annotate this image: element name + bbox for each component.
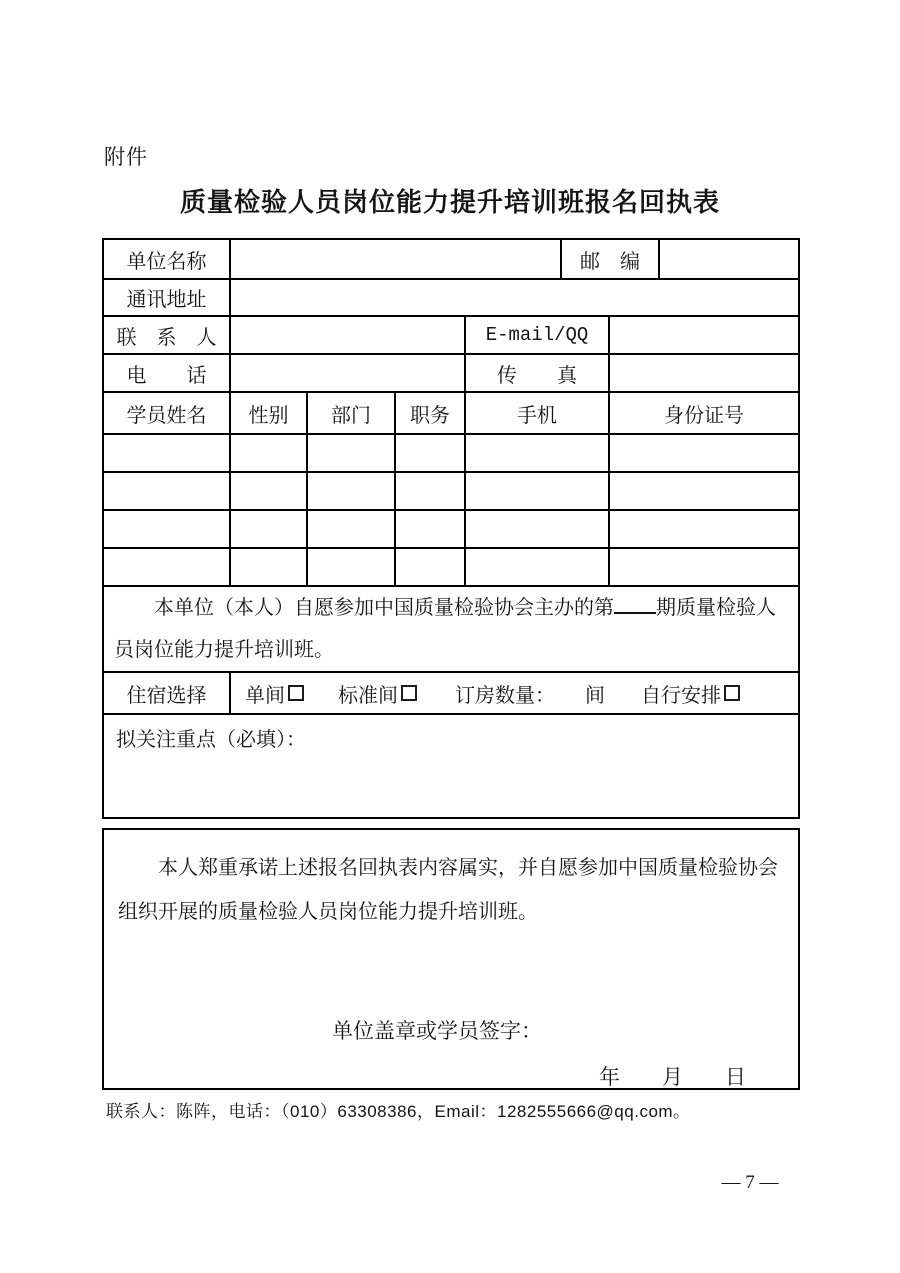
student-cell[interactable] [464,549,608,585]
unit-name-label: 单位名称 [126,250,207,273]
session-number-blank[interactable] [614,608,656,614]
student-cell[interactable] [608,511,798,547]
standard-room-label: 标准间 [338,684,398,707]
address-input[interactable] [229,280,798,315]
pledge-row [104,585,798,671]
student-col-mobile: 手机 [464,393,608,433]
student-col-department: 部门 [306,393,394,433]
self-arrange-label: 自行安排 [641,684,721,707]
student-row [104,471,798,509]
contact-input[interactable] [229,317,464,353]
student-cell[interactable] [464,473,608,509]
student-cell[interactable] [306,473,394,509]
room-quantity-unit: 间 [585,684,605,707]
signature-label: 单位盖章或学员签字： [332,1020,542,1043]
student-row [104,509,798,547]
phone-label: 电 话 [126,364,207,387]
zip-input[interactable] [658,240,798,278]
student-cell[interactable] [608,435,798,471]
self-arrange-option [641,679,740,708]
checkbox-standard-room[interactable] [401,685,417,701]
student-cell[interactable] [229,511,306,547]
focus-input-area[interactable] [104,715,798,817]
declaration-text: 本人郑重承诺上述报名回执表内容属实，并自愿参加中国质量检验协会组织开展的质量检验人员岗位能力提升培训班。 [118,857,778,923]
checkbox-self-arrange[interactable] [724,685,740,701]
pledge-text-before: 本单位（本人）自愿参加中国质量检验协会主办的第 [154,597,614,619]
student-cell[interactable] [394,435,464,471]
single-room-option [245,679,304,708]
student-row [104,433,798,471]
student-col-position: 职务 [394,393,464,433]
row-phone [104,353,798,391]
student-cell[interactable] [464,435,608,471]
row-unit-name [104,240,798,278]
student-cell[interactable] [229,549,306,585]
standard-room-option [338,679,417,708]
student-cell[interactable] [104,435,229,471]
student-col-gender: 性别 [229,393,306,433]
accommodation-row [104,671,798,713]
contact-label: 联 系 人 [116,326,217,349]
phone-input[interactable] [229,355,464,391]
student-row [104,547,798,585]
email-input[interactable] [608,317,798,353]
student-header-row [104,391,798,433]
email-label: E-mail/QQ [464,317,608,353]
pledge-text-after: 期质量检验人员岗位能力提升培训班。 [114,597,776,661]
student-cell[interactable] [104,473,229,509]
registration-form-table [102,238,800,819]
accommodation-label: 住宿选择 [126,684,207,707]
student-cell[interactable] [394,473,464,509]
student-cell[interactable] [608,549,798,585]
attachment-label: 附件 [104,146,148,169]
student-col-name: 学员姓名 [126,404,207,427]
unit-name-input[interactable] [229,240,560,278]
student-cell[interactable] [306,435,394,471]
document-title: 质量检验人员岗位能力提升培训班报名回执表 [179,187,720,217]
fax-input[interactable] [608,355,798,391]
student-cell[interactable] [229,435,306,471]
student-col-id-number: 身份证号 [608,393,798,433]
student-cell[interactable] [394,549,464,585]
address-label: 通讯地址 [126,289,207,311]
room-quantity-label: 订房数量： [455,684,555,707]
student-cell[interactable] [104,511,229,547]
focus-row [104,713,798,817]
accommodation-options [229,673,798,713]
student-cell[interactable] [104,549,229,585]
student-cell[interactable] [608,473,798,509]
row-address [104,278,798,315]
pledge-cell [104,587,798,671]
page-number: — 7 — [721,1172,779,1193]
row-contact [104,315,798,353]
date-line: 年 月 日 [599,1066,746,1089]
student-cell[interactable] [306,511,394,547]
student-cell[interactable] [394,511,464,547]
fax-label: 传 真 [464,355,608,391]
single-room-label: 单间 [245,684,285,707]
footer-contact: 联系人：陈阵，电话：（010）63308386，Email：1282555666@qq.com。 [106,1102,691,1121]
student-cell[interactable] [306,549,394,585]
student-cell[interactable] [464,511,608,547]
declaration-box [102,828,800,1090]
pledge-text [104,587,798,671]
checkbox-single-room[interactable] [288,685,304,701]
focus-label: 拟关注重点（必填）： [116,729,306,751]
zip-label: 邮 编 [560,240,658,278]
student-cell[interactable] [229,473,306,509]
